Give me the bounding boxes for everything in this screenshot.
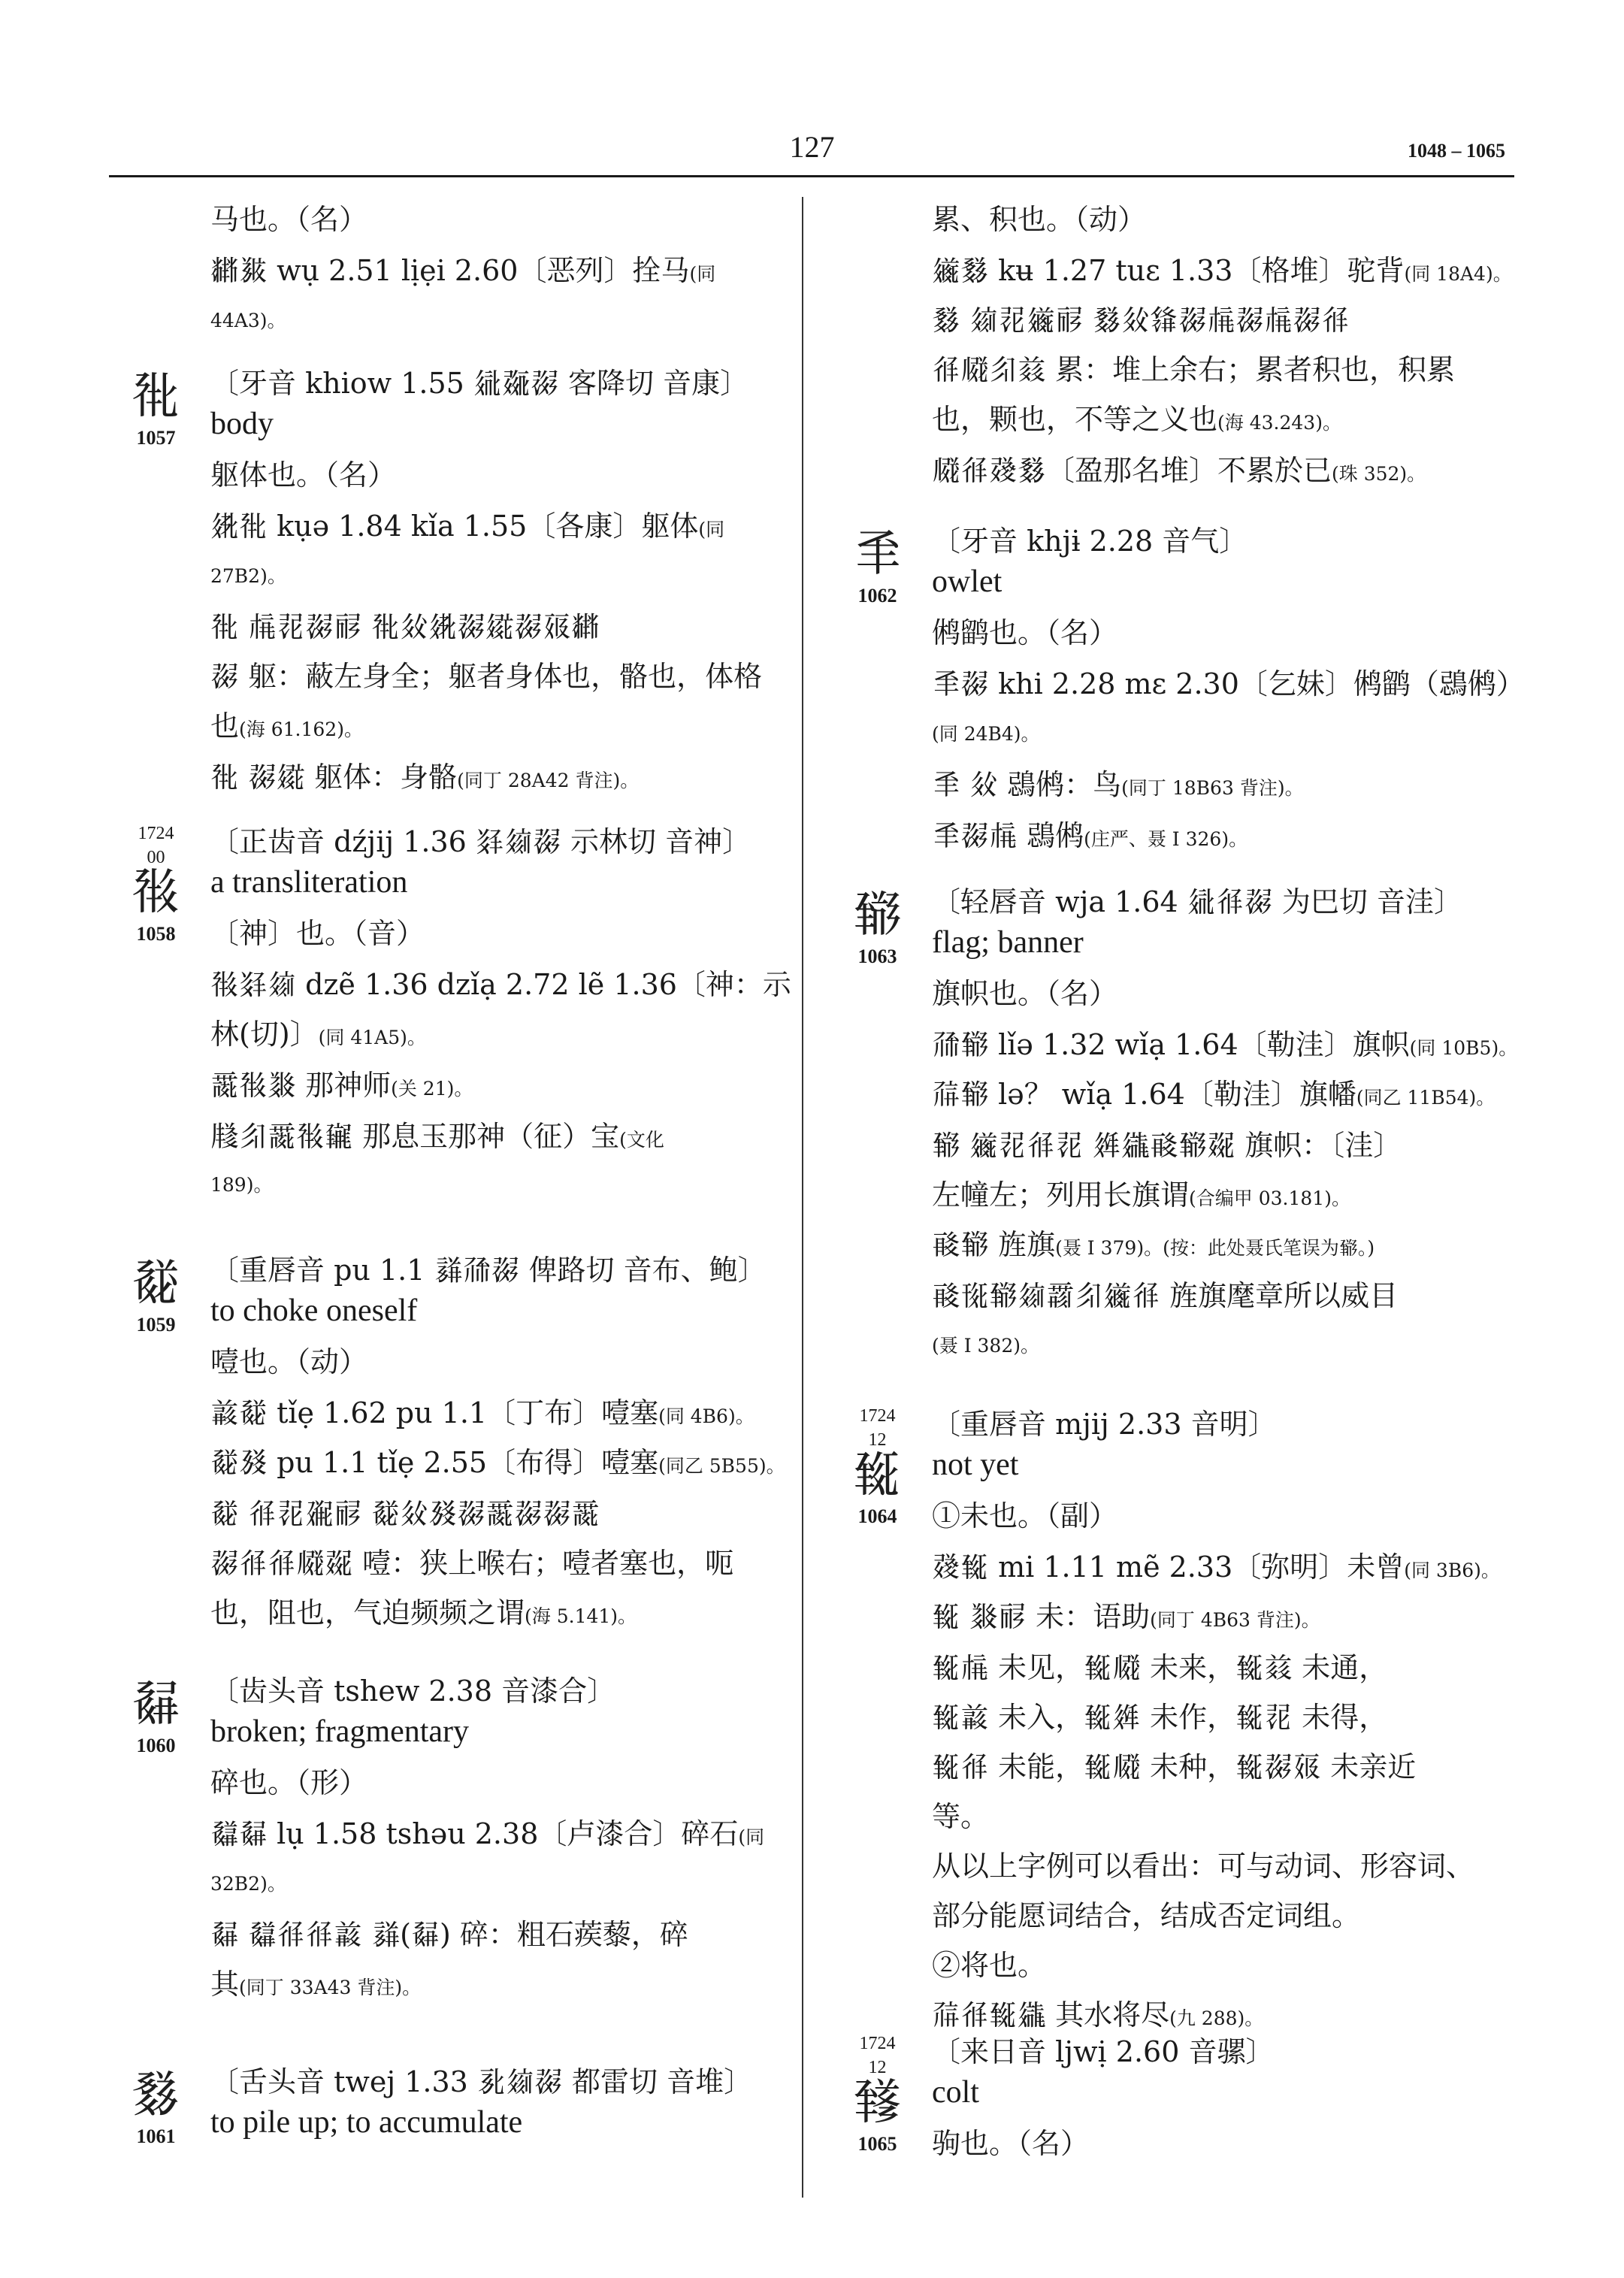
headword-glyph: 𘇠 bbox=[131, 863, 181, 921]
example-line: 𘇦 𗫂𗕿𗢏𗕿 𗤶𗪘𘈧𘇦𘅞 旗帜：〔洼〕 bbox=[932, 1129, 1402, 1162]
english-gloss: broken; fragmentary bbox=[210, 1714, 470, 1749]
gloss-line: 马也。（名） bbox=[210, 203, 368, 236]
code-number: 1724 bbox=[859, 2034, 896, 2053]
example-line: 𘇣𘇢 lụ 1.58 tshəu 2.38〔卢漆合〕碎石(同 bbox=[210, 1817, 765, 1850]
example-line: 𘂤𗯴 wụ 2.51 lịẹi 2.60〔恶列〕拴马(同 bbox=[210, 254, 716, 287]
example-line: 左幢左；列用长旗谓(合编甲 03.181)。 bbox=[932, 1178, 1350, 1212]
pronunciation-line: 〔舌头音 twej 1.33 𗎘𗦻𗖠 都雷切 音堆〕 bbox=[210, 2065, 753, 2098]
headword-glyph: 𘇡 bbox=[131, 1254, 181, 1311]
example-line: 𗆧𗢏𘅫𘇤〔盈那名堆〕不累於已(珠 352)。 bbox=[932, 454, 1426, 487]
example-line: 𘇤 𗦻𗕿𗫂𗟲 𘇤𗢻𗌭𗖠𗍫𗖠𗍫𗖠𗢏 bbox=[932, 304, 1350, 337]
example-line: 𘈧𗍁𘇦𗦻𗵆𗼃𗫂𗢏 旌旗麾章所以威目 bbox=[932, 1279, 1399, 1312]
gloss-line: 噎也。（动） bbox=[210, 1345, 368, 1378]
source-line: (聂 I 382)。 bbox=[932, 1335, 1039, 1357]
pronunciation-line: 〔来日音 ljwị 2.60 音骡〕 bbox=[932, 2035, 1275, 2068]
code-number: 12 bbox=[868, 2058, 887, 2077]
gloss-line: 躯体也。（名） bbox=[210, 458, 397, 492]
example-line: 𗗚𗢏𘇧𗪘 其水将尽(九 288)。 bbox=[932, 1998, 1264, 2031]
entry-number: 1060 bbox=[136, 1735, 176, 1756]
example-line: 𘇧 𘏨𗟲 未：语助(同丁 4B63 背注)。 bbox=[932, 1600, 1320, 1633]
headword-glyph: 𘇟 bbox=[131, 367, 181, 425]
english-gloss: not yet bbox=[932, 1448, 1019, 1482]
example-line: 𗢏𗆧𗼃𗑠 累：堆上余右；累者积也，积累 bbox=[932, 353, 1456, 386]
headword-glyph: 𘇢 bbox=[131, 1674, 181, 1732]
english-gloss: a transliteration bbox=[210, 865, 408, 900]
example-line: 𗖠 躯：蔽左身全；躯者身体也，骼也，体格 bbox=[210, 660, 763, 693]
pronunciation-line: 〔重唇音 mjij 2.33 音明〕 bbox=[932, 1408, 1277, 1441]
example-line: 𘇟 𗍫𗕿𗖠𗟲 𘇟𗢻𗣈𗖠𗩱𗖠𗡞𘂤 bbox=[210, 610, 600, 643]
entry-number: 1064 bbox=[857, 1505, 897, 1527]
example-line: 等。 bbox=[932, 1800, 990, 1833]
english-gloss: to choke oneself bbox=[210, 1293, 418, 1328]
example-line: 𘇧𗢏 未能，𘇧𗆧 未种，𘇧𗖠𗡞 未亲近 bbox=[932, 1750, 1417, 1783]
entry-range: 1048 – 1065 bbox=[1408, 140, 1505, 162]
pronunciation-line: 〔轻唇音 wja 1.64 𗣼𗢏𗖠 为巴切 音洼〕 bbox=[932, 885, 1462, 918]
entry-number: 1063 bbox=[857, 945, 897, 967]
code-number: 00 bbox=[147, 848, 165, 867]
example-line: 其(同丁 33A43 背注)。 bbox=[210, 1968, 422, 2001]
english-gloss: flag; banner bbox=[932, 925, 1084, 960]
example-line: 也，颗也，不等之义也(海 43.243)。 bbox=[932, 403, 1341, 436]
note-line: 部分能愿词结合，结成否定词组。 bbox=[932, 1899, 1361, 1932]
example-line: 也，阻也，气迫频频之谓(海 5.141)。 bbox=[210, 1596, 637, 1629]
page-number: 127 bbox=[789, 130, 835, 164]
pronunciation-line: 〔齿头音 tshew 2.38 音漆合〕 bbox=[210, 1674, 616, 1708]
example-line: 林(切)〕(同 41A5)。 bbox=[210, 1018, 426, 1051]
entry-number: 1061 bbox=[136, 2125, 176, 2147]
example-line: 也(海 61.162)。 bbox=[210, 709, 363, 743]
pronunciation-line: 〔重唇音 pu 1.1 𗙼𗗙𗖠 俾路切 音布、鲍〕 bbox=[210, 1254, 767, 1287]
english-gloss: colt bbox=[932, 2075, 979, 2110]
example-line: 𘇧𗍫 未见，𘇧𗆧 未来，𘇧𗑠 未通， bbox=[932, 1651, 1388, 1684]
pronunciation-line: 〔牙音 khjɨ 2.28 音气〕 bbox=[932, 525, 1248, 558]
entry-number: 1065 bbox=[857, 2133, 897, 2155]
gloss-line: 驹也。（名） bbox=[932, 2127, 1090, 2160]
example-line: 𘇥 𗢻 鵋鸺：鸟(同丁 18B63 背注)。 bbox=[932, 768, 1304, 801]
example-line: 𗖠𗢏𗢏𗆧𘅞 噎：狭上喉右；噎者塞也，呃 bbox=[210, 1547, 734, 1580]
note-line: 从以上字例可以看出：可与动词、形容词、 bbox=[932, 1850, 1475, 1883]
example-line: 𗗙𘇦 lǐə 1.32 wǐạ 1.64〔勒洼〕旗帜(同 10B5)。 bbox=[932, 1028, 1518, 1061]
entry-number: 1058 bbox=[136, 923, 176, 945]
code-number: 12 bbox=[868, 1430, 887, 1450]
column-divider bbox=[802, 197, 803, 2198]
source-line: 27B2)。 bbox=[210, 565, 286, 587]
gloss-line: ②将也。 bbox=[932, 1949, 1047, 1982]
entry-number: 1059 bbox=[136, 1314, 176, 1336]
headword-glyph: 𘇨 bbox=[852, 2073, 903, 2131]
example-line: 𘇡𗉡 pu 1.1 tǐẹ 2.55〔布得〕噎塞(同乙 5B55)。 bbox=[210, 1446, 785, 1479]
example-line: 𘇧𗓁 未入，𘇧𗤶 未作，𘇧𗕿 未得， bbox=[932, 1701, 1388, 1734]
example-line: 𗓁𘇡 tǐẹ 1.62 pu 1.1〔丁布〕噎塞(同 4B6)。 bbox=[210, 1396, 755, 1429]
example-line: 𘇥𗖠𗍫 鵋鸺(庄严、聂 I 326)。 bbox=[932, 819, 1248, 852]
example-line: 𘇟 𗖠𗩱 躯体：身骼(同丁 28A42 背注)。 bbox=[210, 761, 640, 794]
english-gloss: body bbox=[210, 407, 274, 441]
gloss-line: 旗帜也。（名） bbox=[932, 977, 1118, 1010]
example-line: 𘇢 𘇣𗢏𗢏𗓁 𗙼(𘇢) 碎：粗石蒺藜，碎 bbox=[210, 1918, 688, 1951]
headword-glyph: 𘇤 bbox=[131, 2065, 181, 2123]
example-line: 𗣈𘇟 kụə 1.84 kǐa 1.55〔各康〕躯体(同 bbox=[210, 510, 725, 543]
english-gloss: owlet bbox=[932, 564, 1003, 599]
pronunciation-line: 〔牙音 khiow 1.55 𗣼𘅝𗖠 客降切 音康〕 bbox=[210, 367, 749, 400]
example-line: 𗗚𘇦 lə？ wǐạ 1.64〔勒洼〕旗幡(同乙 11B54)。 bbox=[932, 1078, 1495, 1111]
source-line: 44A3)。 bbox=[210, 310, 286, 331]
gloss-line: 碎也。（形） bbox=[210, 1766, 368, 1799]
gloss-line: 鸺鹠也。（名） bbox=[932, 616, 1118, 649]
header-rule bbox=[109, 175, 1514, 177]
gloss-line: 〔神〕也。（音） bbox=[210, 917, 425, 950]
code-number: 1724 bbox=[138, 824, 174, 843]
example-line: 𘈧𘇦 旌旗(聂 I 379)。(按：此处聂氏笔误为𘇦。) bbox=[932, 1228, 1375, 1261]
example-line: 𗹦𗼃𗵘𘇠𘆊 那息玉那神（征）宝(文化 bbox=[210, 1120, 664, 1153]
gloss-line: ①未也。（副） bbox=[932, 1499, 1118, 1532]
source-line: 32B2)。 bbox=[210, 1873, 286, 1895]
code-number: 1724 bbox=[859, 1406, 896, 1426]
headword-glyph: 𘇦 bbox=[852, 885, 903, 943]
source-line: 189)。 bbox=[210, 1174, 273, 1196]
pronunciation-line: 〔正齿音 dźjij 1.36 𘂬𗦻𗖠 示林切 音神〕 bbox=[210, 825, 752, 858]
example-line: 𘇥𗖠 khi 2.28 mɛ 2.30〔乞妹〕鸺鹠（鵋鸺） bbox=[932, 667, 1525, 700]
gloss-line: 累、积也。（动） bbox=[932, 203, 1147, 236]
entry-number: 1057 bbox=[136, 427, 176, 449]
headword-glyph: 𘇧 bbox=[852, 1445, 903, 1503]
english-gloss: to pile up; to accumulate bbox=[210, 2105, 523, 2140]
example-line: 𘅫𘇧 mi 1.11 mẽ 2.33〔弥明〕未曾(同 3B6)。 bbox=[932, 1550, 1500, 1584]
source-line: (同 24B4)。 bbox=[932, 723, 1040, 745]
example-line: 𗵘𘇠𘏨 那神师(关 21)。 bbox=[210, 1069, 473, 1102]
entry-number: 1062 bbox=[857, 585, 897, 607]
example-line: 𘇠𘂬𗦻 dzẽ 1.36 dzǐạ 2.72 lẽ 1.36〔神：示 bbox=[210, 968, 791, 1001]
example-line: 𘇡 𗢏𗕿𗘂𗟲 𘇡𗢻𗉡𗖠𗵘𗖠𗖠𗵘 bbox=[210, 1497, 600, 1530]
headword-glyph: 𘇥 bbox=[852, 525, 903, 582]
example-line: 𗫂𘇤 kʉ 1.27 tuɛ 1.33〔格堆〕驼背(同 18A4)。 bbox=[932, 254, 1512, 287]
